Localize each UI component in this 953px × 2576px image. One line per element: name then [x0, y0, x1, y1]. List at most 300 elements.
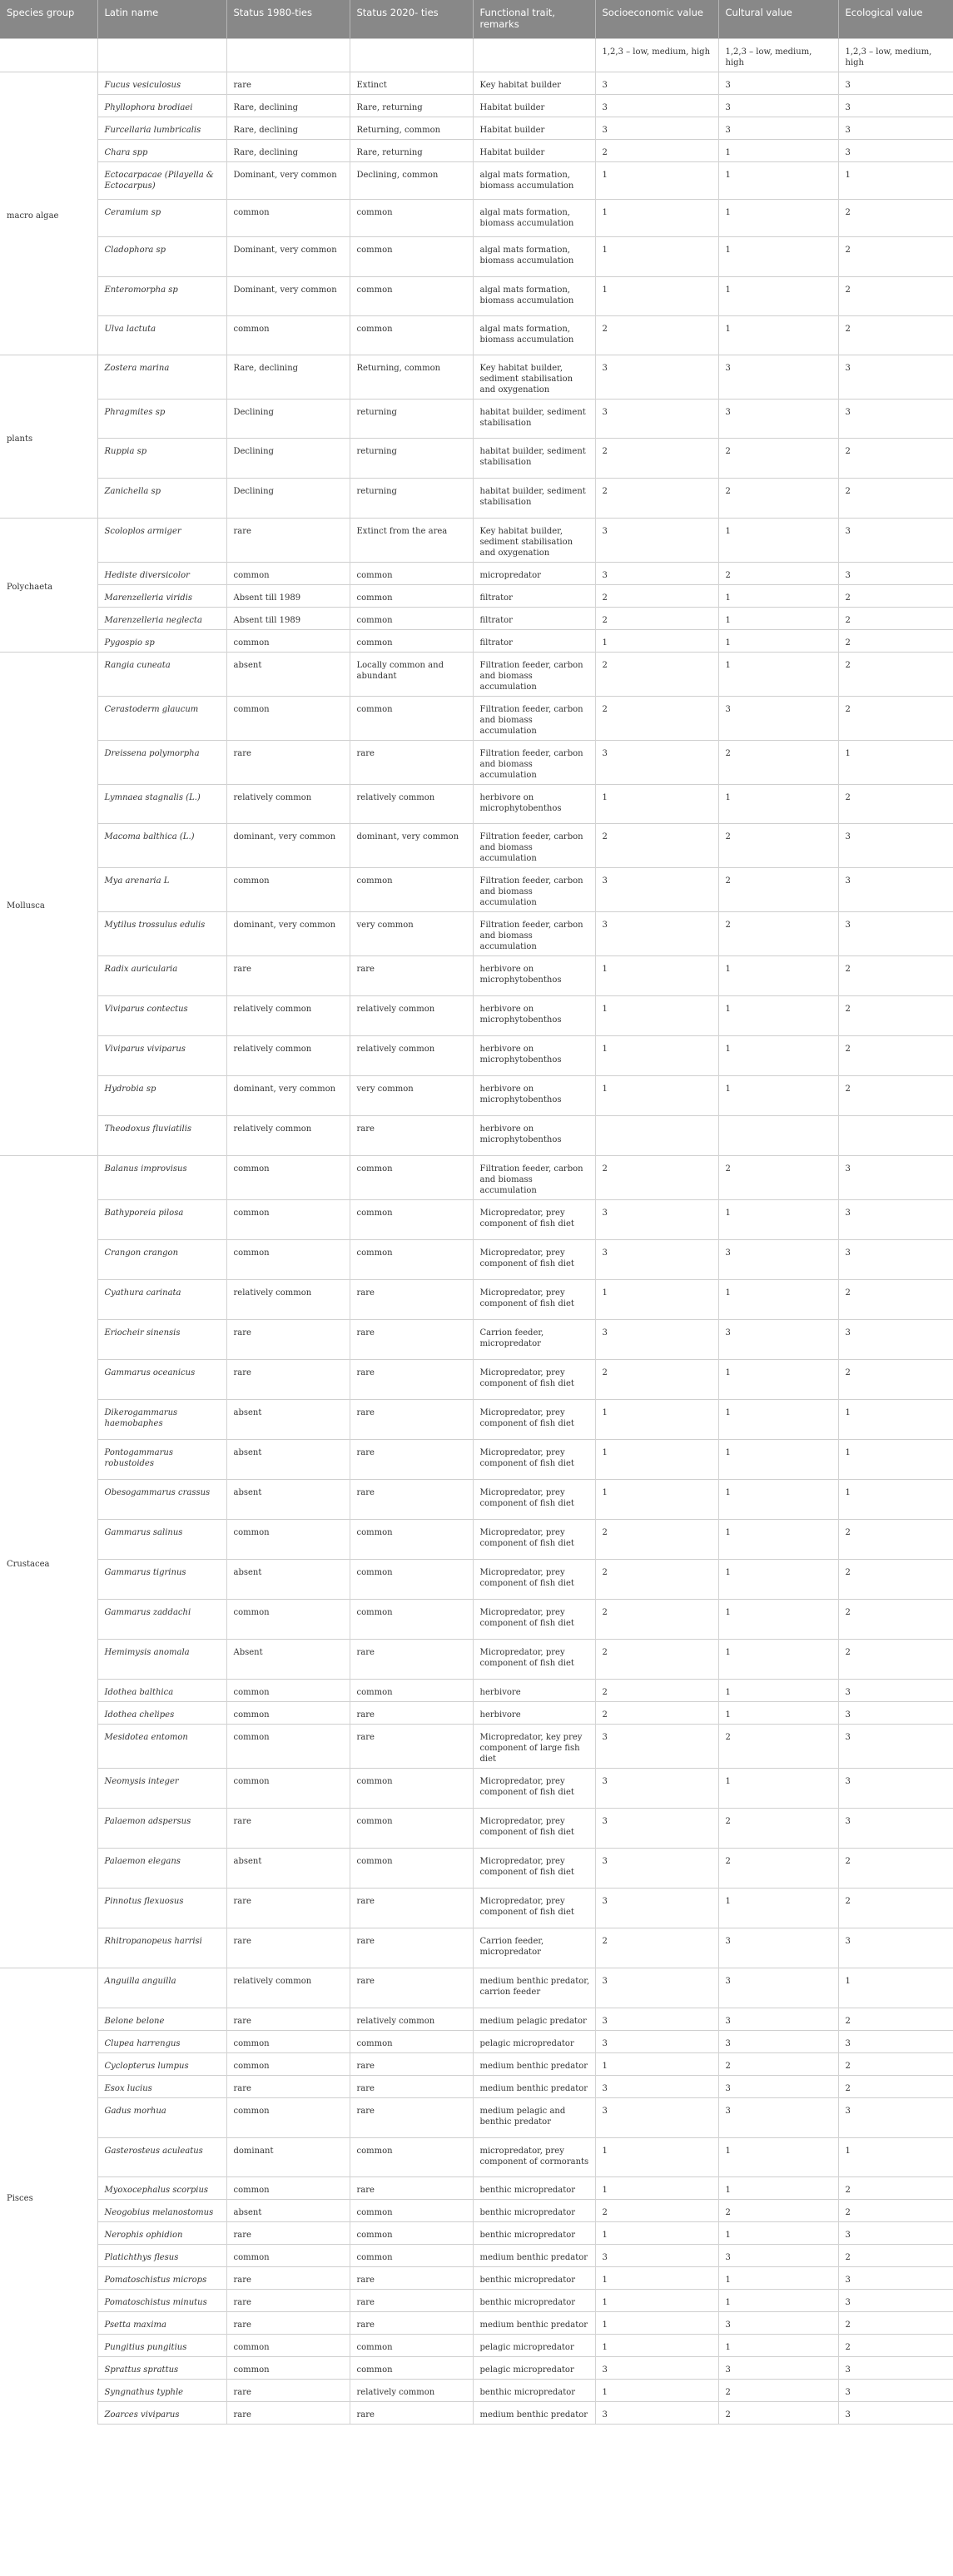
- latin-name-cell: Hemimysis anomala: [97, 1640, 226, 1680]
- cultural-value-cell: 1: [718, 140, 838, 162]
- status-2020-cell: rare: [350, 956, 473, 996]
- scale-cell-ecological: 1,2,3 – low, medium, high: [838, 39, 953, 72]
- ecological-value-cell: 2: [838, 2335, 953, 2357]
- latin-name-cell: Gammarus salinus: [97, 1520, 226, 1560]
- latin-name-cell: Gammarus zaddachi: [97, 1600, 226, 1640]
- functional-trait-cell: Micropredator, prey component of fish diet: [473, 1440, 595, 1480]
- socioeconomic-value-cell: 2: [595, 439, 718, 479]
- latin-name-cell: Obesogammarus crassus: [97, 1480, 226, 1520]
- cultural-value-cell: 1: [718, 1520, 838, 1560]
- functional-trait-cell: medium benthic predator, carrion feeder: [473, 1968, 595, 2008]
- table-row: [0, 1240, 953, 1280]
- status-2020-cell: rare: [350, 1400, 473, 1440]
- status-2020-cell: common: [350, 1560, 473, 1600]
- ecological-value-cell: 3: [838, 2222, 953, 2245]
- status-2020-cell: Extinct: [350, 72, 473, 95]
- functional-trait-cell: Micropredator, prey component of fish diet: [473, 1520, 595, 1560]
- socioeconomic-value-cell: 3: [595, 519, 718, 563]
- latin-name-cell: Myoxocephalus scorpius: [97, 2177, 226, 2200]
- ecological-value-cell: 2: [838, 1360, 953, 1400]
- latin-name-cell: Ceramium sp: [97, 200, 226, 237]
- scale-cell: [350, 39, 473, 72]
- latin-name-cell: Hydrobia sp: [97, 1076, 226, 1116]
- cultural-value-cell: 3: [718, 72, 838, 95]
- table-row: [0, 1640, 953, 1680]
- table-row: [0, 1280, 953, 1320]
- cultural-value-cell: 1: [718, 1889, 838, 1928]
- socioeconomic-value-cell: 1: [595, 200, 718, 237]
- latin-name-cell: Neogobius melanostomus: [97, 2200, 226, 2222]
- ecological-value-cell: 3: [838, 1769, 953, 1809]
- functional-trait-cell: Micropredator, prey component of fish diet: [473, 1600, 595, 1640]
- latin-name-cell: Radix auricularia: [97, 956, 226, 996]
- table-row: [0, 1360, 953, 1400]
- latin-name-cell: Psetta maxima: [97, 2312, 226, 2335]
- functional-trait-cell: Filtration feeder, carbon and biomass accumulation: [473, 824, 595, 868]
- socioeconomic-value-cell: 1: [595, 1480, 718, 1520]
- latin-name-cell: Cyclopterus lumpus: [97, 2053, 226, 2076]
- socioeconomic-value-cell: 3: [595, 2008, 718, 2031]
- status-2020-cell: rare: [350, 1280, 473, 1320]
- latin-name-cell: Mytilus trossulus edulis: [97, 912, 226, 956]
- cultural-value-cell: 3: [718, 2245, 838, 2267]
- cultural-value-cell: 2: [718, 479, 838, 519]
- header-row: [0, 0, 953, 39]
- ecological-value-cell: [838, 1116, 953, 1156]
- socioeconomic-value-cell: 2: [595, 1360, 718, 1400]
- status-2020-cell: common: [350, 1769, 473, 1809]
- socioeconomic-value-cell: 3: [595, 1889, 718, 1928]
- socioeconomic-value-cell: 3: [595, 912, 718, 956]
- functional-trait-cell: filtrator: [473, 585, 595, 608]
- latin-name-cell: Pungitius pungitius: [97, 2335, 226, 2357]
- socioeconomic-value-cell: 1: [595, 785, 718, 824]
- ecological-value-cell: 3: [838, 140, 953, 162]
- latin-name-cell: Theodoxus fluviatilis: [97, 1116, 226, 1156]
- socioeconomic-value-cell: 3: [595, 1320, 718, 1360]
- latin-name-cell: Marenzelleria viridis: [97, 585, 226, 608]
- functional-trait-cell: Habitat builder: [473, 95, 595, 117]
- cultural-value-cell: 1: [718, 785, 838, 824]
- cultural-value-cell: 2: [718, 1809, 838, 1849]
- socioeconomic-value-cell: 3: [595, 72, 718, 95]
- ecological-value-cell: 3: [838, 1725, 953, 1769]
- functional-trait-cell: algal mats formation, biomass accumulation: [473, 237, 595, 277]
- table-row: [0, 653, 953, 697]
- status-1980-cell: dominant, very common: [226, 1076, 350, 1116]
- status-1980-cell: Declining: [226, 479, 350, 519]
- ecological-value-cell: 3: [838, 1320, 953, 1360]
- status-1980-cell: absent: [226, 1480, 350, 1520]
- cultural-value-cell: 1: [718, 630, 838, 653]
- cultural-value-cell: 1: [718, 1440, 838, 1480]
- cultural-value-cell: [718, 1116, 838, 1156]
- table-row: [0, 563, 953, 585]
- latin-name-cell: Balanus improvisus: [97, 1156, 226, 1200]
- status-1980-cell: rare: [226, 2290, 350, 2312]
- status-2020-cell: common: [350, 1809, 473, 1849]
- socioeconomic-value-cell: 2: [595, 697, 718, 741]
- ecological-value-cell: 3: [838, 72, 953, 95]
- latin-name-cell: Rhitropanopeus harrisi: [97, 1928, 226, 1968]
- functional-trait-cell: Habitat builder: [473, 117, 595, 140]
- table-row: [0, 2290, 953, 2312]
- functional-trait-cell: benthic micropredator: [473, 2177, 595, 2200]
- ecological-value-cell: 2: [838, 277, 953, 316]
- latin-name-cell: Cyathura carinata: [97, 1280, 226, 1320]
- cultural-value-cell: 2: [718, 2053, 838, 2076]
- cultural-value-cell: 2: [718, 563, 838, 585]
- ecological-value-cell: 2: [838, 785, 953, 824]
- functional-trait-cell: benthic micropredator: [473, 2380, 595, 2402]
- table-row: [0, 585, 953, 608]
- socioeconomic-value-cell: 1: [595, 277, 718, 316]
- table-row: [0, 1520, 953, 1560]
- latin-name-cell: Neomysis integer: [97, 1769, 226, 1809]
- socioeconomic-value-cell: 3: [595, 1240, 718, 1280]
- status-2020-cell: common: [350, 563, 473, 585]
- functional-trait-cell: herbivore: [473, 1680, 595, 1702]
- socioeconomic-value-cell: 1: [595, 1400, 718, 1440]
- table-row: [0, 824, 953, 868]
- socioeconomic-value-cell: 3: [595, 1725, 718, 1769]
- status-1980-cell: common: [226, 1702, 350, 1725]
- table-row: [0, 1440, 953, 1480]
- socioeconomic-value-cell: 2: [595, 140, 718, 162]
- status-2020-cell: common: [350, 200, 473, 237]
- socioeconomic-value-cell: 3: [595, 1968, 718, 2008]
- status-2020-cell: common: [350, 2200, 473, 2222]
- scale-cell-socioeconomic: 1,2,3 – low, medium, high: [595, 39, 718, 72]
- ecological-value-cell: 3: [838, 824, 953, 868]
- cultural-value-cell: 1: [718, 1076, 838, 1116]
- table-row: [0, 439, 953, 479]
- cultural-value-cell: 3: [718, 1240, 838, 1280]
- ecological-value-cell: 3: [838, 2357, 953, 2380]
- status-2020-cell: common: [350, 277, 473, 316]
- cultural-value-cell: 1: [718, 1400, 838, 1440]
- status-1980-cell: Dominant, very common: [226, 162, 350, 200]
- latin-name-cell: Zostera marina: [97, 355, 226, 400]
- functional-trait-cell: algal mats formation, biomass accumulation: [473, 277, 595, 316]
- functional-trait-cell: Micropredator, prey component of fish diet: [473, 1400, 595, 1440]
- latin-name-cell: Lymnaea stagnalis (L.): [97, 785, 226, 824]
- functional-trait-cell: algal mats formation, biomass accumulation: [473, 316, 595, 355]
- status-1980-cell: relatively common: [226, 1968, 350, 2008]
- latin-name-cell: Eriocheir sinensis: [97, 1320, 226, 1360]
- ecological-value-cell: 3: [838, 563, 953, 585]
- functional-trait-cell: herbivore: [473, 1702, 595, 1725]
- cultural-value-cell: 3: [718, 117, 838, 140]
- functional-trait-cell: Key habitat builder, sediment stabilisation and oxygenation: [473, 355, 595, 400]
- socioeconomic-value-cell: 3: [595, 1200, 718, 1240]
- status-2020-cell: relatively common: [350, 785, 473, 824]
- status-2020-cell: rare: [350, 1440, 473, 1480]
- functional-trait-cell: filtrator: [473, 608, 595, 630]
- socioeconomic-value-cell: 1: [595, 162, 718, 200]
- functional-trait-cell: Key habitat builder, sediment stabilisation and oxygenation: [473, 519, 595, 563]
- cultural-value-cell: 2: [718, 2380, 838, 2402]
- status-2020-cell: Declining, common: [350, 162, 473, 200]
- functional-trait-cell: filtrator: [473, 630, 595, 653]
- cultural-value-cell: 3: [718, 1320, 838, 1360]
- latin-name-cell: Nerophis ophidion: [97, 2222, 226, 2245]
- cultural-value-cell: 3: [718, 95, 838, 117]
- cultural-value-cell: 1: [718, 1702, 838, 1725]
- table-row: [0, 355, 953, 400]
- functional-trait-cell: Micropredator, prey component of fish diet: [473, 1889, 595, 1928]
- latin-name-cell: Gasterosteus aculeatus: [97, 2138, 226, 2177]
- status-1980-cell: rare: [226, 2222, 350, 2245]
- ecological-value-cell: 3: [838, 95, 953, 117]
- status-2020-cell: common: [350, 2245, 473, 2267]
- table-row: [0, 2245, 953, 2267]
- latin-name-cell: Marenzelleria neglecta: [97, 608, 226, 630]
- scale-cell: [97, 39, 226, 72]
- socioeconomic-value-cell: 2: [595, 608, 718, 630]
- table-row: [0, 2200, 953, 2222]
- table-row: [0, 117, 953, 140]
- status-2020-cell: common: [350, 1240, 473, 1280]
- status-1980-cell: common: [226, 2031, 350, 2053]
- table-row: [0, 1849, 953, 1889]
- scale-cell-cultural: 1,2,3 – low, medium, high: [718, 39, 838, 72]
- socioeconomic-value-cell: 1: [595, 2053, 718, 2076]
- functional-trait-cell: Filtration feeder, carbon and biomass accumulation: [473, 697, 595, 741]
- table-row: [0, 2031, 953, 2053]
- header-status-1980: Status 1980-ties: [226, 0, 350, 39]
- socioeconomic-value-cell: 3: [595, 563, 718, 585]
- latin-name-cell: Crangon crangon: [97, 1240, 226, 1280]
- functional-trait-cell: benthic micropredator: [473, 2290, 595, 2312]
- status-2020-cell: Extinct from the area: [350, 519, 473, 563]
- status-2020-cell: common: [350, 868, 473, 912]
- functional-trait-cell: medium benthic predator: [473, 2245, 595, 2267]
- cultural-value-cell: 1: [718, 653, 838, 697]
- ecological-value-cell: 2: [838, 653, 953, 697]
- latin-name-cell: Esox lucius: [97, 2076, 226, 2098]
- status-1980-cell: common: [226, 2357, 350, 2380]
- table-row: [0, 1116, 953, 1156]
- species-group-cell: Crustacea: [0, 1156, 97, 1968]
- cultural-value-cell: 1: [718, 1036, 838, 1076]
- status-2020-cell: returning: [350, 479, 473, 519]
- status-2020-cell: common: [350, 608, 473, 630]
- status-1980-cell: common: [226, 2098, 350, 2138]
- cultural-value-cell: 1: [718, 996, 838, 1036]
- ecological-value-cell: 3: [838, 2031, 953, 2053]
- table-row: [0, 1560, 953, 1600]
- ecological-value-cell: 2: [838, 2053, 953, 2076]
- status-1980-cell: common: [226, 2053, 350, 2076]
- status-1980-cell: Absent: [226, 1640, 350, 1680]
- ecological-value-cell: 2: [838, 2177, 953, 2200]
- socioeconomic-value-cell: 1: [595, 2290, 718, 2312]
- status-1980-cell: Absent till 1989: [226, 585, 350, 608]
- latin-name-cell: Gammarus tigrinus: [97, 1560, 226, 1600]
- latin-name-cell: Ruppia sp: [97, 439, 226, 479]
- latin-name-cell: Idothea balthica: [97, 1680, 226, 1702]
- ecological-value-cell: 2: [838, 956, 953, 996]
- functional-trait-cell: medium benthic predator: [473, 2053, 595, 2076]
- status-2020-cell: common: [350, 630, 473, 653]
- socioeconomic-value-cell: 2: [595, 1560, 718, 1600]
- ecological-value-cell: 2: [838, 237, 953, 277]
- status-1980-cell: rare: [226, 956, 350, 996]
- functional-trait-cell: habitat builder, sediment stabilisation: [473, 400, 595, 439]
- latin-name-cell: Palaemon adspersus: [97, 1809, 226, 1849]
- latin-name-cell: Belone belone: [97, 2008, 226, 2031]
- socioeconomic-value-cell: 3: [595, 2076, 718, 2098]
- status-1980-cell: rare: [226, 2312, 350, 2335]
- ecological-value-cell: 3: [838, 1156, 953, 1200]
- table-row: [0, 1889, 953, 1928]
- functional-trait-cell: Carrion feeder, micropredator: [473, 1320, 595, 1360]
- socioeconomic-value-cell: 3: [595, 95, 718, 117]
- table-row: [0, 2335, 953, 2357]
- ecological-value-cell: 3: [838, 2290, 953, 2312]
- table-row: [0, 1600, 953, 1640]
- latin-name-cell: Pinnotus flexuosus: [97, 1889, 226, 1928]
- status-1980-cell: rare: [226, 72, 350, 95]
- latin-name-cell: Phyllophora brodiaei: [97, 95, 226, 117]
- table-row: [0, 2053, 953, 2076]
- ecological-value-cell: 3: [838, 1680, 953, 1702]
- cultural-value-cell: 2: [718, 439, 838, 479]
- socioeconomic-value-cell: 3: [595, 1849, 718, 1889]
- functional-trait-cell: herbivore on microphytobenthos: [473, 1116, 595, 1156]
- table-row: [0, 1725, 953, 1769]
- socioeconomic-value-cell: 2: [595, 1600, 718, 1640]
- status-1980-cell: absent: [226, 1440, 350, 1480]
- socioeconomic-value-cell: 2: [595, 479, 718, 519]
- functional-trait-cell: pelagic micropredator: [473, 2031, 595, 2053]
- status-2020-cell: common: [350, 2357, 473, 2380]
- table-row: [0, 1400, 953, 1440]
- table-row: [0, 1680, 953, 1702]
- status-1980-cell: common: [226, 1600, 350, 1640]
- ecological-value-cell: 3: [838, 912, 953, 956]
- functional-trait-cell: Filtration feeder, carbon and biomass accumulation: [473, 868, 595, 912]
- functional-trait-cell: Key habitat builder: [473, 72, 595, 95]
- functional-trait-cell: Micropredator, prey component of fish diet: [473, 1360, 595, 1400]
- table-row: [0, 1320, 953, 1360]
- ecological-value-cell: 3: [838, 1928, 953, 1968]
- cultural-value-cell: 1: [718, 1280, 838, 1320]
- cultural-value-cell: 3: [718, 2008, 838, 2031]
- table-row: [0, 237, 953, 277]
- status-2020-cell: rare: [350, 2053, 473, 2076]
- status-1980-cell: common: [226, 630, 350, 653]
- ecological-value-cell: 2: [838, 2076, 953, 2098]
- latin-name-cell: Idothea chelipes: [97, 1702, 226, 1725]
- functional-trait-cell: Micropredator, prey component of fish diet: [473, 1280, 595, 1320]
- latin-name-cell: Gadus morhua: [97, 2098, 226, 2138]
- socioeconomic-value-cell: 1: [595, 2222, 718, 2245]
- status-1980-cell: relatively common: [226, 1280, 350, 1320]
- ecological-value-cell: 2: [838, 585, 953, 608]
- cultural-value-cell: 1: [718, 1640, 838, 1680]
- socioeconomic-value-cell: 2: [595, 1640, 718, 1680]
- socioeconomic-value-cell: 1: [595, 2138, 718, 2177]
- status-1980-cell: rare: [226, 1928, 350, 1968]
- status-2020-cell: rare: [350, 2267, 473, 2290]
- functional-trait-cell: Micropredator, prey component of fish diet: [473, 1849, 595, 1889]
- status-1980-cell: common: [226, 1725, 350, 1769]
- latin-name-cell: Palaemon elegans: [97, 1849, 226, 1889]
- cultural-value-cell: 1: [718, 2290, 838, 2312]
- functional-trait-cell: medium benthic predator: [473, 2076, 595, 2098]
- functional-trait-cell: herbivore on microphytobenthos: [473, 996, 595, 1036]
- cultural-value-cell: 2: [718, 2402, 838, 2425]
- socioeconomic-value-cell: 1: [595, 1440, 718, 1480]
- table-row: [0, 1076, 953, 1116]
- header-ecological-value: Ecological value: [838, 0, 953, 39]
- status-1980-cell: rare: [226, 2380, 350, 2402]
- table-row: [0, 519, 953, 563]
- latin-name-cell: Scoloplos armiger: [97, 519, 226, 563]
- functional-trait-cell: herbivore on microphytobenthos: [473, 1076, 595, 1116]
- cultural-value-cell: 1: [718, 1480, 838, 1520]
- ecological-value-cell: 3: [838, 2098, 953, 2138]
- ecological-value-cell: 3: [838, 2380, 953, 2402]
- table-row: [0, 1702, 953, 1725]
- cultural-value-cell: 2: [718, 1725, 838, 1769]
- table-row: [0, 140, 953, 162]
- functional-trait-cell: medium pelagic and benthic predator: [473, 2098, 595, 2138]
- functional-trait-cell: Micropredator, prey component of fish diet: [473, 1809, 595, 1849]
- header-species-group: Species group: [0, 0, 97, 39]
- socioeconomic-value-cell: 1: [595, 2177, 718, 2200]
- ecological-value-cell: 2: [838, 1280, 953, 1320]
- cultural-value-cell: 3: [718, 2312, 838, 2335]
- status-2020-cell: relatively common: [350, 2008, 473, 2031]
- functional-trait-cell: benthic micropredator: [473, 2267, 595, 2290]
- latin-name-cell: Pygospio sp: [97, 630, 226, 653]
- cultural-value-cell: 2: [718, 2200, 838, 2222]
- status-2020-cell: rare: [350, 741, 473, 785]
- functional-trait-cell: habitat builder, sediment stabilisation: [473, 439, 595, 479]
- table-row: [0, 2177, 953, 2200]
- table-row: [0, 1809, 953, 1849]
- scale-cell: [0, 39, 97, 72]
- cultural-value-cell: 3: [718, 2098, 838, 2138]
- status-1980-cell: common: [226, 697, 350, 741]
- status-2020-cell: dominant, very common: [350, 824, 473, 868]
- socioeconomic-value-cell: 1: [595, 237, 718, 277]
- socioeconomic-value-cell: 3: [595, 741, 718, 785]
- functional-trait-cell: herbivore on microphytobenthos: [473, 785, 595, 824]
- cultural-value-cell: 1: [718, 200, 838, 237]
- ecological-value-cell: 3: [838, 1809, 953, 1849]
- status-1980-cell: rare: [226, 2267, 350, 2290]
- table-row: [0, 2076, 953, 2098]
- cultural-value-cell: 2: [718, 868, 838, 912]
- socioeconomic-value-cell: 3: [595, 2031, 718, 2053]
- status-1980-cell: relatively common: [226, 1116, 350, 1156]
- table-row: [0, 697, 953, 741]
- ecological-value-cell: 2: [838, 2312, 953, 2335]
- status-1980-cell: rare: [226, 1360, 350, 1400]
- ecological-value-cell: 2: [838, 1889, 953, 1928]
- status-1980-cell: rare: [226, 1809, 350, 1849]
- latin-name-cell: Cladophora sp: [97, 237, 226, 277]
- status-1980-cell: absent: [226, 1560, 350, 1600]
- status-2020-cell: very common: [350, 912, 473, 956]
- ecological-value-cell: 2: [838, 1036, 953, 1076]
- table-row: [0, 1769, 953, 1809]
- status-1980-cell: common: [226, 1520, 350, 1560]
